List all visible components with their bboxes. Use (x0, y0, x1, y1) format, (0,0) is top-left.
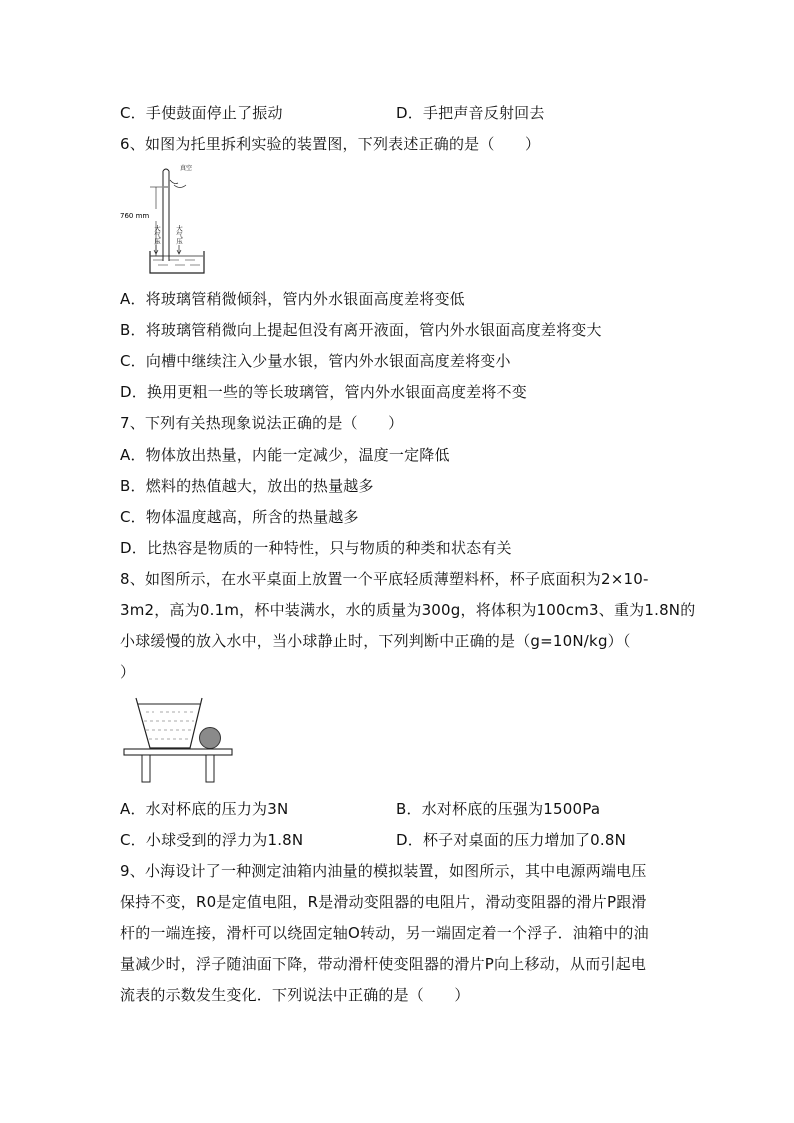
q9-stem-line3: 杆的一端连接，滑杆可以绕固定轴O转动，另一端固定着一个浮子．油箱中的油 (120, 924, 649, 942)
pressure-label-left: 大气压 (153, 225, 161, 245)
q8-option-a: A．水对杯底的压力为3N (120, 800, 289, 818)
vacuum-label: 真空 (180, 165, 193, 172)
cup-ball-figure (122, 692, 234, 784)
q8-stem-line4: ） (120, 663, 136, 681)
height-label: 760 mm (120, 212, 150, 220)
q6-option-b: B．将玻璃管稍微向上提起但没有离开液面，管内外水银面高度差将变大 (120, 321, 602, 339)
q8-stem-line1: 8、如图所示，在水平桌面上放置一个平底轻质薄塑料杯，杯子底面积为2×10- (120, 570, 649, 588)
q8-option-d: D．杯子对桌面的压力增加了0.8N (396, 831, 627, 849)
q5-option-d: D．手把声音反射回去 (396, 104, 545, 122)
q9-stem-line5: 流表的示数发生变化．下列说法中正确的是（ ） (120, 986, 470, 1004)
q7-stem: 7、下列有关热现象说法正确的是（ ） (120, 414, 404, 432)
q7-option-a: A．物体放出热量，内能一定减少，温度一定降低 (120, 446, 450, 464)
q9-stem-line4: 量减少时，浮子随油面下降，带动滑杆使变阻器的滑片P向上移动，从而引起电 (120, 955, 647, 973)
q8-stem-line3: 小球缓慢的放入水中，当小球静止时，下列判断中正确的是（g=10N/kg）（ (120, 632, 631, 650)
q8-stem-line2: 3m2，高为0.1m，杯中装满水，水的质量为300g，将体积为100cm3、重为1.8N的 (120, 601, 696, 619)
q6-option-c: C．向槽中继续注入少量水银，管内外水银面高度差将变小 (120, 352, 511, 370)
q8-option-c: C．小球受到的浮力为1.8N (120, 831, 304, 849)
torricelli-figure (120, 163, 210, 275)
q7-option-d: D．比热容是物质的一种特性，只与物质的种类和状态有关 (120, 539, 512, 557)
q6-option-d: D．换用更粗一些的等长玻璃管，管内外水银面高度差将不变 (120, 383, 527, 401)
q9-stem-line2: 保持不变，R0是定值电阻，R是滑动变阻器的电阻片，滑动变阻器的滑片P跟滑 (120, 893, 647, 911)
q6-stem: 6、如图为托里拆利实验的装置图，下列表述正确的是（ ） (120, 135, 541, 153)
q7-option-c: C．物体温度越高，所含的热量越多 (120, 508, 359, 526)
q8-option-b: B．水对杯底的压强为1500Pa (396, 800, 601, 818)
q7-option-b: B．燃料的热值越大，放出的热量越多 (120, 477, 374, 495)
q5-option-c: C．手使鼓面停止了振动 (120, 104, 283, 122)
q9-stem-line1: 9、小海设计了一种测定油箱内油量的模拟装置，如图所示，其中电源两端电压 (120, 862, 647, 880)
pressure-label-right: 大气压 (175, 225, 183, 245)
q6-option-a: A．将玻璃管稍微倾斜，管内外水银面高度差将变低 (120, 290, 465, 308)
